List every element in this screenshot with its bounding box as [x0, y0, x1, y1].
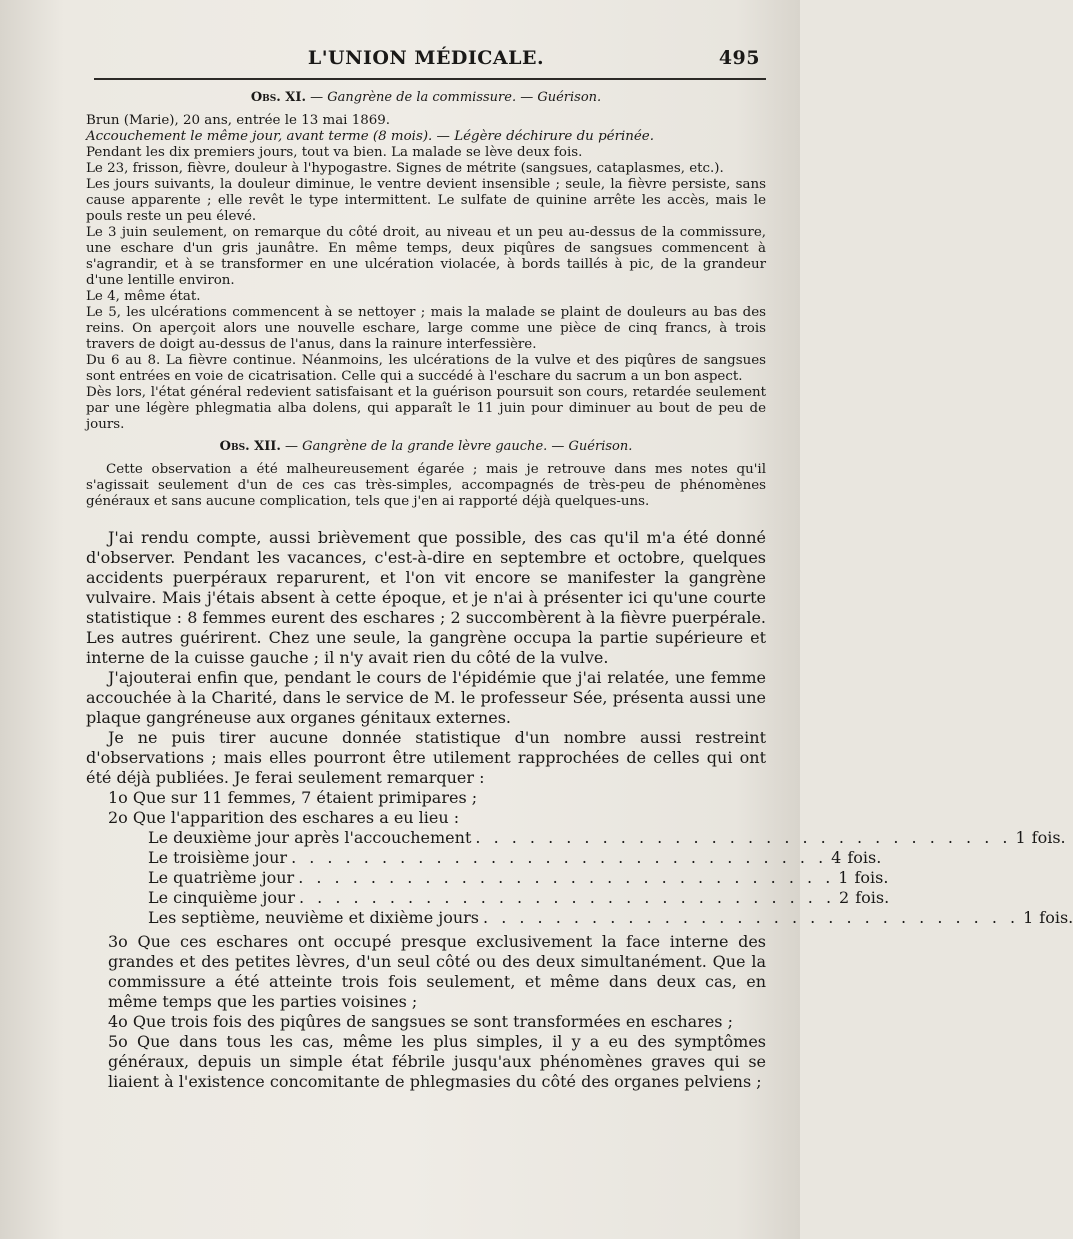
obs11-paragraph: Les jours suivants, la douleur diminue, le ventre devient insensible ; seule, la fièvre persiste, sans cause apparente ; elle revêt le type intermittent. Le sulfate de quinine arrête les accès, mais le pouls reste un peu élevé. — [86, 177, 766, 224]
obs11-paragraph: Le 4, même état. — [86, 289, 201, 304]
day-unit: fois. — [1039, 908, 1073, 927]
obs12-body — [86, 462, 766, 510]
obs11-paragraph: Le 3 juin seulement, on remarque du côté droit, au niveau et un peu au-dessus de la commissure, une eschare d'un gris jaunâtre. En même temps, deux piqûres de sangsues commencent à s'agrandir, et à se transformer en une ulcération violacée, à bords taillés à pic, de la grandeur d'une lentille environ. — [86, 225, 766, 288]
body-paragraph: Je ne puis tirer aucune donnée statistique d'un nombre aussi restreint d'observations ; mais elles pourront être utilement rapprochées de celles qui ont été déjà publiées. Je ferai seulement remarquer : — [86, 728, 766, 787]
remarks-list — [86, 788, 766, 828]
body-paragraph: J'ajouterai enfin que, pendant le cours de l'épidémie que j'ai relatée, une femme accouchée à la Charité, dans le service de M. le professeur Sée, présenta aussi une plaque gangréneuse aux organes génitaux externes. — [86, 668, 766, 727]
obs11-paragraph: Brun (Marie), 20 ans, entrée le 13 mai 1869. — [86, 113, 391, 128]
obs11-paragraph: Pendant les dix premiers jours, tout va bien. La malade se lève deux fois. — [86, 145, 583, 160]
list-item: 2o Que l'apparition des eschares a eu lieu : — [108, 808, 460, 827]
dot-leader: . . . . . . . . . . . . . . . . . . . . . . . . . . . . . . — [291, 848, 828, 867]
day-label: Les septième, neuvième et dixième jours — [148, 908, 480, 927]
day-count: 1 — [1015, 828, 1026, 847]
day-unit: fois. — [1031, 828, 1066, 847]
obs12-label: Obs. XII. — [219, 439, 281, 454]
day-row — [148, 868, 889, 888]
page-number: 495 — [718, 47, 760, 69]
obs11-title — [86, 90, 766, 105]
main-text — [86, 528, 1073, 1092]
journal-title: L'UNION MÉDICALE. — [307, 47, 545, 69]
obs12-heading: — Gangrène de la grande lèvre gauche. — Guérison. — [285, 439, 633, 454]
day-unit: fois. — [855, 888, 890, 907]
day-row — [148, 908, 1073, 928]
dot-leader: . . . . . . . . . . . . . . . . . . . . . . . . . . . . . . — [475, 828, 1012, 847]
day-count: 2 — [839, 888, 850, 907]
day-count: 1 — [1023, 908, 1034, 927]
obs12-paragraph: Cette observation a été malheureusement égarée ; mais je retrouve dans mes notes qu'il s'agissait seulement d'un de ces cas très-simples, accompagnés de très-peu de phénomènes généraux et sans aucune complication, tels que j'en ai rapporté déjà quelques-uns. — [86, 462, 766, 509]
dot-leader: . . . . . . . . . . . . . . . . . . . . . . . . . . . . . . — [298, 888, 836, 907]
day-row — [148, 888, 890, 908]
obs11-label: Obs. XI. — [250, 90, 306, 105]
obs11-paragraph: Le 23, frisson, fièvre, douleur à l'hypogastre. Signes de métrite (sangsues, cataplasmes, etc.). — [86, 161, 724, 176]
day-unit: fois. — [847, 848, 882, 867]
day-row — [148, 848, 882, 868]
day-count: 1 — [838, 868, 849, 887]
day-label: Le quatrième jour — [148, 868, 295, 887]
page-header — [86, 44, 766, 72]
remarks-list-continued — [86, 932, 766, 1092]
obs11-paragraph: Le 5, les ulcérations commencent à se nettoyer ; mais la malade se plaint de douleurs au bas des reins. On aperçoit alors une nouvelle eschare, large comme une pièce de cinq francs, à trois travers de doigt au-dessus de l'anus, dans la rainure interfessière. — [86, 305, 766, 352]
obs11-paragraph: Accouchement le même jour, avant terme (8 mois). — Légère déchirure du périnée. — [86, 129, 654, 144]
days-table — [148, 828, 1073, 928]
day-label: Le deuxième jour après l'accouchement — [148, 828, 472, 847]
day-row — [148, 828, 1066, 848]
day-count: 4 — [831, 848, 842, 867]
obs11-paragraph: Du 6 au 8. La fièvre continue. Néanmoins, les ulcérations de la vulve et des piqûres de sangsues sont entrées en voie de cicatrisation. Celle qui a succédé à l'eschare du sacrum a un bon aspect. — [86, 353, 766, 384]
list-item: 5o Que dans tous les cas, même les plus simples, il y a eu des symptômes généraux, depuis un simple état fébrile jusqu'aux phénomènes graves qui se liaient à l'existence concomitante de phlegmasies du côté des organes pelviens ; — [108, 1032, 766, 1091]
obs11-body — [86, 113, 766, 433]
day-label: Le troisième jour — [148, 848, 288, 867]
obs12-title — [86, 439, 766, 454]
body-paragraph: J'ai rendu compte, aussi brièvement que possible, des cas qu'il m'a été donné d'observer. Pendant les vacances, c'est-à-dire en septembre et octobre, quelques accidents puerpéraux reparurent, et l'on vit encore se manifester la gangrène vulvaire. Mais j'étais absent à cette époque, et je n'ai à présenter ici qu'une courte statistique : 8 femmes eurent des eschares ; 2 succombèrent à la fièvre puerpérale. Les autres guérirent. Chez une seule, la gangrène occupa la partie supérieure et interne de la cuisse gauche ; il n'y avait rien du côté de la vulve. — [86, 528, 766, 667]
dot-leader: . . . . . . . . . . . . . . . . . . . . . . . . . . . . . . — [483, 908, 1020, 927]
day-label: Le cinquième jour — [148, 888, 295, 907]
day-unit: fois. — [854, 868, 889, 887]
list-item: 4o Que trois fois des piqûres de sangsues se sont transformées en eschares ; — [108, 1012, 733, 1031]
list-item: 1o Que sur 11 femmes, 7 étaient primipares ; — [108, 788, 478, 807]
obs11-paragraph: Dès lors, l'état général redevient satisfaisant et la guérison poursuit son cours, retardée seulement par une légère phlegmatia alba dolens, qui apparaît le 11 juin pour diminuer au bout de peu de jours. — [86, 385, 766, 432]
dot-leader: . . . . . . . . . . . . . . . . . . . . . . . . . . . . . . — [298, 868, 835, 887]
header-rule — [94, 78, 766, 80]
list-item: 3o Que ces eschares ont occupé presque exclusivement la face interne des grandes et des petites lèvres, d'un seul côté ou des deux simultanément. Que la commissure a été atteinte trois fois seulement, et même dans deux cas, en même temps que les parties voisines ; — [108, 932, 766, 1011]
obs11-heading: — Gangrène de la commissure. — Guérison. — [310, 90, 602, 105]
